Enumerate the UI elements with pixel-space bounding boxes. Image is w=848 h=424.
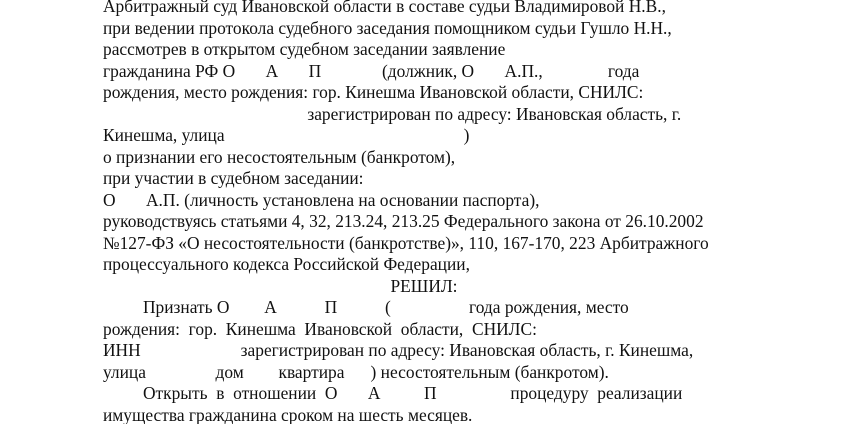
participant-line: О А.П. (личность установлена на основании паспорта), — [103, 190, 540, 210]
considering-line: рассмотрев в открытом судебном заседании заявление — [103, 39, 506, 59]
protocol-line: при ведении протокола судебного заседания помощником судьи Гушло Н.Н., — [103, 18, 672, 38]
decision-heading: РЕШИЛ: — [390, 276, 458, 296]
address-bankrupt-line: улица дом квартира ) несостоятельным (банкротом). — [103, 362, 609, 382]
court-line: Арбитражный суд Ивановской области в составе судьи Владимировой Н.В., — [103, 0, 666, 16]
citizen-line: гражданина РФ О А П (должник, О А.П., года — [103, 61, 640, 81]
law-line: №127-ФЗ «О несостоятельности (банкротстве)», 110, 167-170, 223 Арбитражного — [103, 233, 709, 253]
inn-line: ИНН зарегистрирован по адресу: Ивановская область, г. Кинешма, — [103, 340, 694, 360]
recognize-birthplace-line: рождения: гор. Кинешма Ивановской области, СНИЛС: — [103, 319, 537, 339]
subject-line: о признании его несостоятельным (банкротом), — [103, 147, 456, 167]
registered-line: зарегистрирован по адресу: Ивановская область, г. — [103, 104, 682, 124]
birthplace-line: рождения, место рождения: гор. Кинешма Ивановской области, СНИЛС: — [103, 82, 644, 102]
code-line: процессуального кодекса Российской Федерации, — [103, 254, 470, 274]
recognize-line: Признать О А П ( года рождения, место — [143, 297, 629, 317]
street-line: Кинешма, улица ) — [103, 125, 470, 145]
open-procedure-line: Открыть в отношении О А П процедуру реализации — [143, 383, 683, 403]
participation-line: при участии в судебном заседании: — [103, 168, 364, 188]
term-line: имущества гражданина сроком на шесть месяцев. — [103, 405, 473, 424]
guided-line: руководствуясь статьями 4, 32, 213.24, 213.25 Федерального закона от 26.10.2002 — [103, 211, 704, 231]
